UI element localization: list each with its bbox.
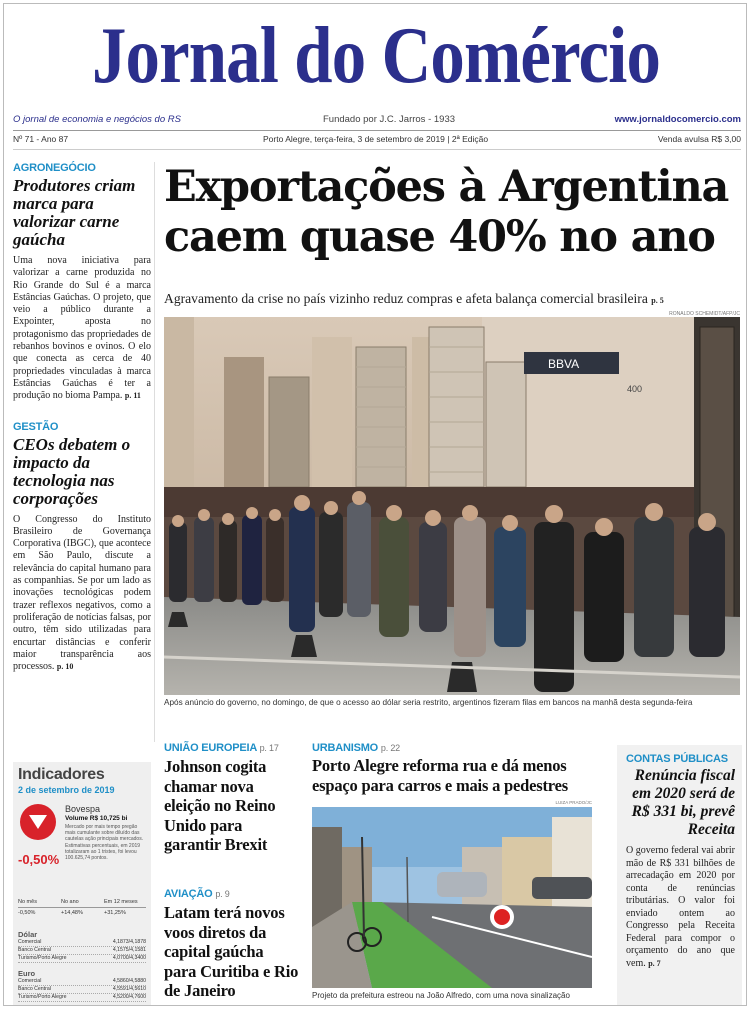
rate-label: Comercial	[18, 978, 42, 984]
agro-body	[13, 255, 151, 403]
aviacao-kicker	[164, 888, 299, 900]
divider	[13, 149, 741, 150]
masthead-subrow	[13, 114, 741, 128]
rate-label: Banco Central	[18, 986, 51, 992]
divider	[13, 130, 741, 131]
currency-block	[18, 924, 146, 1002]
indicators-date: 2 de setembro de 2019	[18, 785, 115, 795]
gestao-kicker: GESTÃO	[13, 420, 59, 433]
rate-value: 4,5860/4,5880	[112, 978, 146, 984]
aviacao-headline[interactable]: Latam terá novos voos diretos da capital gaúcha para Curitiba e Rio de Janeiro	[164, 903, 299, 1000]
agro-page-ref: p. 11	[124, 391, 141, 401]
urbanismo-kicker-text: URBANISMO	[312, 742, 379, 754]
indicators-box	[13, 762, 151, 1006]
perf-header-row	[18, 899, 146, 905]
ue-story[interactable]	[164, 742, 299, 855]
aviacao-story[interactable]	[164, 888, 299, 1001]
euro-title: Euro	[18, 969, 36, 978]
urbanismo-headline[interactable]: Porto Alegre reforma rua e dá menos espaço para carros e mais a pedestres	[312, 756, 568, 795]
main-headline[interactable]	[164, 162, 744, 262]
ue-kicker-text: UNIÃO EUROPEIA	[164, 742, 257, 754]
agro-kicker: AGRONEGÓCIO	[13, 162, 96, 174]
euro-row	[18, 978, 146, 986]
column-divider	[154, 162, 155, 742]
divider	[18, 907, 146, 908]
gestao-body	[13, 514, 151, 674]
contas-publicas-box[interactable]	[617, 745, 742, 1006]
rate-label: Banco Central	[18, 947, 51, 953]
contas-kicker: CONTAS PÚBLICAS	[626, 753, 728, 765]
bovespa-change: -0,50%	[18, 852, 60, 867]
main-caption: Após anúncio do governo, no domingo, de que o acesso ao dólar seria restrito, argentinos fizeram filas em bancos na manhã desta segunda-feira	[164, 698, 693, 707]
main-deck-text: Agravamento da crise no país vizinho reduz compras e afeta balança comercial brasileira	[164, 291, 648, 306]
founded-note: Fundado por J.C. Jarros - 1933	[323, 114, 456, 125]
main-page-ref: p. 5	[651, 296, 664, 305]
street-caption: Projeto da prefeitura estreou na João Alfredo, com uma nova sinalização	[312, 991, 570, 1000]
rate-label: Comercial	[18, 939, 42, 945]
dolar-row	[18, 939, 146, 947]
perf-header: No ano	[61, 899, 79, 905]
agro-body-text: Uma nova iniciativa para valorizar a carne produzida no Rio Grande do Sul é a marca Estâncias Gaúchas. O projeto, que veio a público durante a Expointer, aposta no protagonismo das propriedades de rebanhos bovinos e ovinos. O elo que conecta as cerca de 40 propriedades vinculadas à marca Estâncias Gaúchas é ter a produção no bioma Pampa.	[13, 255, 151, 402]
info-row	[13, 134, 741, 146]
perf-value: +14,48%	[61, 910, 83, 916]
urbanismo-story[interactable]	[312, 742, 602, 795]
contas-headline[interactable]: Renúncia fiscal em 2020 será de R$ 331 bi, prevê Receita	[631, 767, 735, 838]
perf-header: No mês	[18, 899, 37, 905]
down-arrow-icon	[20, 804, 56, 840]
main-headline-line2: caem quase 40% no ano	[164, 212, 715, 262]
aviacao-kicker-text: AVIAÇÃO	[164, 888, 213, 900]
photo-credit: LUIZA PRADO/JC	[555, 800, 592, 805]
indicators-title: Indicadores	[18, 766, 105, 783]
gestao-body-text: O Congresso do Instituto Brasileiro de Governança Corporativa (IBGC), que acontece em São Paulo, discute a relevância do capital humano para as companhias. Se por um lado as inovações tecnológicas podem trazer reflexos negativos, como a proliferação de notícias falsas, por outro, têm sido utilizadas para encurtar distâncias e conferir maior transparência aos processos.	[13, 513, 151, 673]
urbanismo-kicker	[312, 742, 602, 754]
perf-value-row	[18, 910, 146, 916]
building-number: 400	[627, 384, 643, 394]
rate-value: 4,5200/4,7600	[112, 994, 146, 1000]
ue-page-ref: p. 17	[259, 743, 279, 753]
slogan: O jornal de economia e negócios do RS	[13, 114, 181, 125]
urbanismo-page-ref: p. 22	[380, 743, 400, 753]
dateline: Porto Alegre, terça-feira, 3 de setembro de 2019 | 2ª Edição	[263, 134, 489, 144]
bovespa-volume: Volume R$ 10,725 bi	[65, 815, 128, 822]
performance-table	[18, 899, 146, 916]
euro-row	[18, 986, 146, 994]
gestao-story[interactable]	[13, 421, 151, 674]
ue-headline[interactable]: Johnson cogita chamar nova eleição no Reino Unido para garantir Brexit	[164, 757, 276, 854]
front-page	[3, 3, 747, 1006]
left-column	[13, 162, 151, 673]
main-deck	[164, 291, 744, 307]
agro-headline[interactable]: Produtores criam marca para valorizar carne gaúcha	[13, 176, 136, 249]
perf-value: +31,25%	[104, 910, 126, 916]
rate-label: Turismo/Porto Alegre	[18, 955, 67, 961]
contas-page-ref: p. 7	[648, 958, 661, 968]
contas-body	[626, 845, 735, 970]
rate-value: 4,5591/4,5610	[112, 986, 146, 992]
rate-label: Turismo/Porto Alegre	[18, 994, 67, 1000]
dolar-title: Dólar	[18, 930, 38, 939]
gestao-page-ref: p. 10	[56, 662, 74, 672]
perf-header: Em 12 meses	[104, 899, 138, 905]
edition-number: Nº 71 - Ano 87	[13, 134, 69, 144]
masthead-title[interactable]: Jornal do Comércio	[92, 12, 660, 100]
contas-body-text: O governo federal vai abrir mão de R$ 331 bilhões de arrecadação em 2020 por conta de renúncias tributárias. O valor foi enviado ontem ao Congresso pela Receita Federal para compor o orçamento do ano que vem.	[626, 845, 735, 969]
ue-kicker	[164, 742, 299, 754]
dolar-row	[18, 955, 146, 963]
rate-value: 4,1873/4,1878	[112, 939, 146, 945]
bovespa-note: Mercado por mais tempo pregão mais cumulante sobre diluído das cautelas ação principais mercados. Estimativas percentuais, em 2019 totalizaram ao 1 tristes, foi levou 100.625,74 pontos.	[65, 824, 144, 862]
euro-row	[18, 994, 146, 1002]
street-photo[interactable]	[312, 807, 592, 988]
aviacao-page-ref: p. 9	[215, 889, 230, 899]
perf-value: -0,50%	[18, 910, 36, 916]
bovespa-label: Bovespa	[65, 804, 101, 814]
rate-value: 4,0700/4,3400	[112, 955, 146, 961]
photo-credit: RONALDO SCHEMIDT/AFP/JC	[669, 311, 740, 317]
main-photo[interactable]	[164, 317, 740, 695]
main-headline-line1: Exportações à Argentina	[164, 162, 729, 212]
agro-story[interactable]	[13, 162, 151, 403]
bank-sign: BBVA	[548, 357, 580, 371]
website-link[interactable]: www.jornaldocomercio.com	[614, 114, 741, 125]
price: Venda avulsa R$ 3,00	[657, 134, 741, 144]
gestao-headline[interactable]: CEOs debatem o impacto da tecnologia nas corporações	[13, 434, 131, 508]
rate-value: 4,1575/4,1581	[112, 947, 146, 953]
dolar-row	[18, 947, 146, 955]
